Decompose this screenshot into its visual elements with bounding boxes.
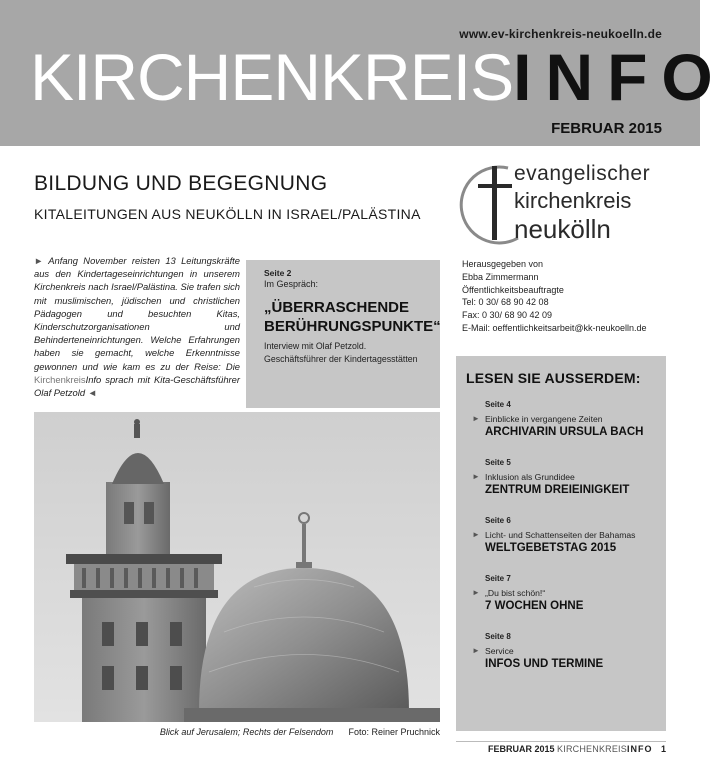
jerusalem-photo bbox=[34, 412, 440, 722]
title-kirchenkreis: KIRCHENKREIS bbox=[30, 40, 514, 114]
teaser-subtitle: Im Gespräch: bbox=[264, 279, 319, 289]
list-item[interactable] bbox=[472, 516, 666, 555]
arrow-right-icon: ► bbox=[472, 472, 480, 481]
article-subheadline: KITALEITUNGEN AUS NEUKÖLLN IN ISRAEL/PALÄSTINA bbox=[34, 206, 421, 222]
list-item[interactable] bbox=[472, 458, 666, 497]
item-headline: 7 WOCHEN OHNE bbox=[485, 600, 584, 612]
teaser-headline: „ÜBERRASCHENDE BERÜHRUNGSPUNKTE“ bbox=[264, 299, 441, 335]
item-description: Inklusion als Grundidee bbox=[485, 472, 575, 482]
list-item[interactable] bbox=[472, 632, 666, 671]
publisher-fax: Fax: 0 30/ 68 90 42 09 bbox=[462, 310, 553, 321]
logo-line-evangelischer: evangelischer bbox=[514, 162, 651, 185]
arrow-right-icon: ► bbox=[34, 255, 44, 266]
item-headline: WELTGEBETSTAG 2015 bbox=[485, 542, 617, 554]
photo-caption bbox=[34, 727, 440, 737]
page-footer bbox=[488, 744, 666, 754]
logo-line-kirchenkreis: kirchenkreis bbox=[514, 188, 632, 213]
teaser-text-line1: Interview mit Olaf Petzold. bbox=[264, 341, 367, 351]
caption-text: Blick auf Jerusalem; Rechts der Felsendom bbox=[159, 727, 334, 737]
photo-jerusalem-skyline bbox=[34, 412, 440, 722]
intro-paragraph bbox=[34, 254, 240, 399]
arrow-right-icon: ► bbox=[472, 414, 480, 423]
issue-date: FEBRUAR 2015 bbox=[551, 120, 662, 137]
newsletter-title bbox=[30, 40, 727, 114]
item-headline: ZENTRUM DREIEINIGKEIT bbox=[485, 484, 630, 496]
logo-line-neukoelln: neukölln bbox=[514, 214, 611, 244]
church-district-logo bbox=[456, 158, 666, 248]
photo-credit: Foto: Reiner Pruchnick bbox=[348, 727, 440, 737]
list-item[interactable] bbox=[472, 400, 666, 439]
arrow-left-icon: ◄ bbox=[87, 387, 97, 399]
arrow-right-icon: ► bbox=[472, 646, 480, 655]
page-number: 1 bbox=[660, 744, 666, 754]
list-item[interactable] bbox=[472, 574, 666, 613]
arrow-right-icon: ► bbox=[472, 588, 480, 597]
publisher-email[interactable]: E-Mail: oeffentlichkeitsarbeit@kk-neukoelln.de bbox=[462, 322, 647, 333]
masthead bbox=[0, 0, 727, 146]
publisher-info bbox=[462, 258, 692, 335]
more-articles-box bbox=[456, 356, 666, 731]
publisher-line1: Herausgegeben von bbox=[462, 259, 544, 269]
title-info: INFO bbox=[513, 40, 727, 114]
arrow-right-icon: ► bbox=[472, 530, 480, 539]
item-page-label: Seite 8 bbox=[485, 632, 511, 641]
teaser-page-label: Seite 2 bbox=[264, 268, 292, 278]
more-articles-title: LESEN SIE AUSSERDEM: bbox=[466, 370, 641, 386]
item-description: „Du bist schön!“ bbox=[485, 588, 546, 598]
teaser-text-line2: Geschäftsführer der Kindertagesstätten bbox=[264, 353, 418, 364]
publisher-phone: Tel: 0 30/ 68 90 42 08 bbox=[462, 297, 549, 308]
item-page-label: Seite 6 bbox=[485, 516, 511, 525]
item-page-label: Seite 7 bbox=[485, 574, 511, 583]
footer-kirchenkreis: KIRCHENKREIS bbox=[557, 744, 627, 754]
teaser-box-page2[interactable] bbox=[246, 260, 440, 408]
footer-divider bbox=[456, 741, 666, 742]
item-headline: INFOS UND TERMINE bbox=[485, 658, 604, 670]
teaser-description bbox=[264, 340, 430, 365]
intro-text-part2: Info sprach mit Kita-Geschäftsführer Olaf Petzold bbox=[34, 373, 240, 399]
publisher-role: Öffentlichkeitsbeauftragte bbox=[462, 284, 564, 295]
website-url[interactable]: www.ev-kirchenkreis-neukoelln.de bbox=[459, 27, 662, 41]
footer-info: INFO bbox=[626, 744, 653, 754]
item-description: Einblicke in vergangene Zeiten bbox=[485, 414, 603, 424]
item-page-label: Seite 4 bbox=[485, 400, 511, 409]
intro-text-part1: Anfang November reisten 13 Leitungskräfte aus den Kindertageseinrichtungen in unserem Kirchenkreis nach Israel/Palästina. Sie trafen sich mit muslimischen, jüdischen und christlichen Pädagogen und besuchten Kitas, Kinderschutzorganisationen und Behinderteneinrichtungen. Welche Erfahrungen haben sie gemacht, welche Erkenntnisse gewonnen und wie kam es zu der Reise: Die bbox=[34, 255, 240, 372]
intro-kirchenkreis-word: Kirchenkreis bbox=[34, 373, 86, 385]
item-description: Licht- und Schattenseiten der Bahamas bbox=[485, 530, 636, 540]
item-page-label: Seite 5 bbox=[485, 458, 511, 467]
publisher-name: Ebba Zimmermann bbox=[462, 271, 539, 282]
item-description: Service bbox=[485, 646, 514, 656]
item-headline: ARCHIVARIN URSULA BACH bbox=[485, 426, 644, 438]
article-headline: BILDUNG UND BEGEGNUNG bbox=[34, 172, 328, 195]
footer-issue: FEBRUAR 2015 bbox=[488, 744, 555, 754]
